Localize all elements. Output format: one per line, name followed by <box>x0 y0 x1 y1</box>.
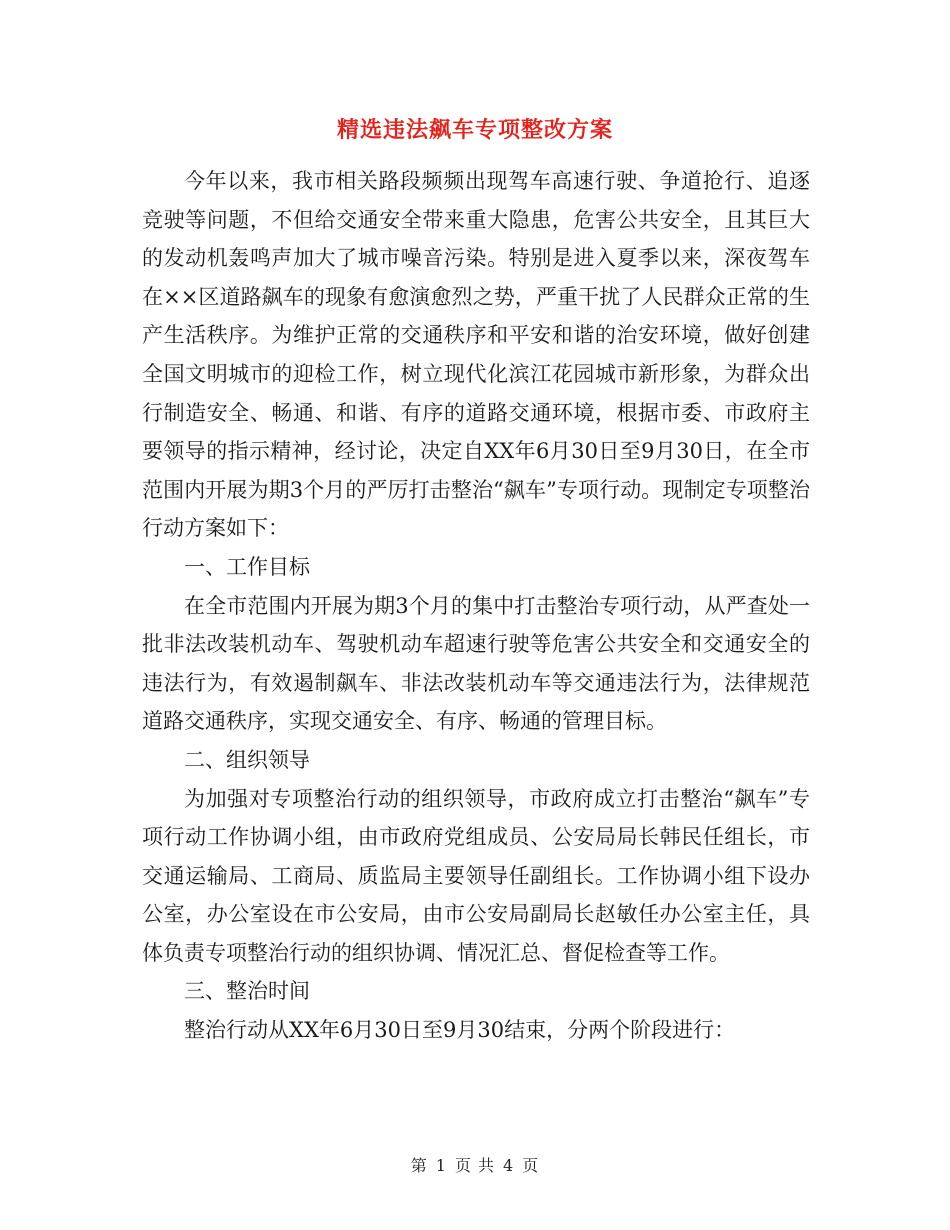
paragraph-schedule: 整治行动从XX年6月30日至9月30结束，分两个阶段进行： <box>184 1018 736 1043</box>
heading-schedule: 三、整治时间 <box>184 979 310 1004</box>
footer-mid: 页 共 <box>454 1156 496 1175</box>
footer-current-page: 1 <box>435 1156 447 1175</box>
document-title: 精选违法飙车专项整改方案 <box>336 117 613 143</box>
paragraph-work-goal: 在全市范围内开展为期3个月的集中打击整治专项行动，从严查处一批非法改装机动车、驾驶机动车超速行驶等危害公共安全和交通安全的违法行为，有效遏制飙车、非法改装机动车等交通违法行为，法律规范道路交通秩序，实现交通安全、有序、畅通的管理目标。 <box>142 593 810 734</box>
document-body <box>142 162 810 1050</box>
heading-organization: 二、组织领导 <box>184 747 310 772</box>
page-footer <box>0 1153 950 1176</box>
footer-suffix: 页 <box>522 1156 540 1175</box>
footer-prefix: 第 <box>410 1156 428 1175</box>
heading-work-goal: 一、工作目标 <box>184 554 310 579</box>
footer-total-pages: 4 <box>503 1156 515 1175</box>
paragraph-organization: 为加强对专项整治行动的组织领导，市政府成立打击整治“飙车”专项行动工作协调小组，由市政府党组成员、公安局局长韩民任组长，市交通运输局、工商局、质监局主要领导任副组长。工作协调小组下设办公室，办公室设在市公安局，由市公安局副局长赵敏任办公室主任，具体负责专项整治行动的组织协调、情况汇总、督促检查等工作。 <box>142 786 810 965</box>
paragraph-intro: 今年以来，我市相关路段频频出现驾车高速行驶、争道抢行、追逐竞驶等问题，不但给交通安全带来重大隐患，危害公共安全，且其巨大的发动机轰鸣声加大了城市噪音污染。特别是进入夏季以来，深夜驾车在××区道路飙车的现象有愈演愈烈之势，严重干扰了人民群众正常的生产生活秩序。为维护正常的交通秩序和平安和谐的治安环境，做好创建全国文明城市的迎检工作，树立现代化滨江花园城市新形象，为群众出行制造安全、畅通、和谐、有序的道路交通环境，根据市委、市政府主要领导的指示精神，经讨论，决定自XX年6月30日至9月30日，在全市范围内开展为期3个月的严厉打击整治“飙车”专项行动。现制定专项整治行动方案如下： <box>142 169 810 541</box>
